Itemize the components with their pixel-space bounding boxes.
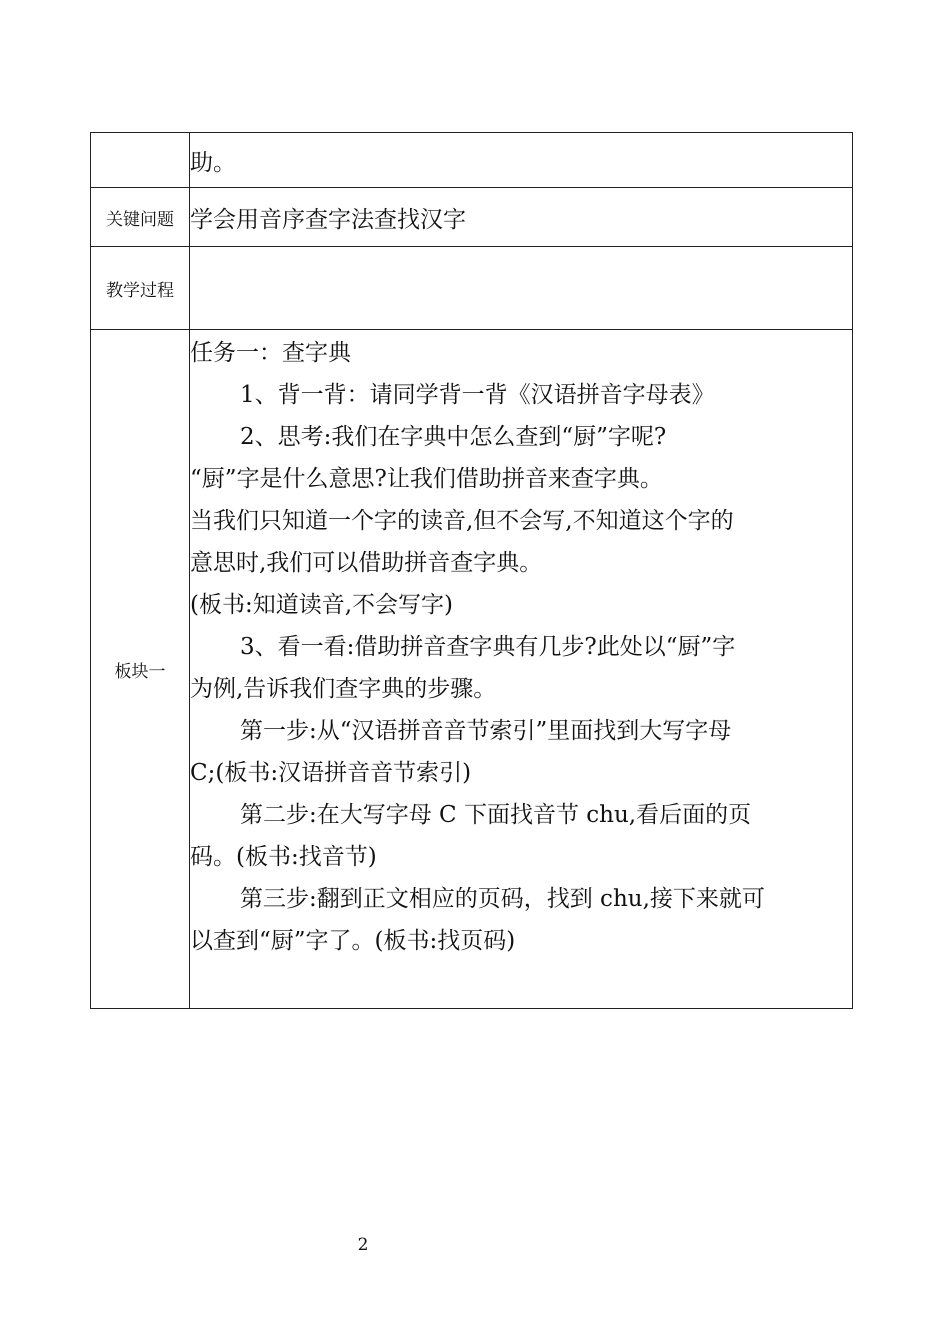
row-label (91, 133, 190, 188)
row-label-module-one: 板块一 (91, 330, 190, 1009)
table-row (91, 247, 853, 330)
row-content-teaching-process (190, 247, 853, 330)
table-row (91, 330, 853, 1009)
text-line: 意思时,我们可以借助拼音查字典。 (190, 550, 543, 576)
text-line: 第二步:在大写字母 C 下面找音节 chu,看后面的页 (240, 802, 752, 828)
table-row (91, 188, 853, 247)
text-line: 任务一：查字典 (190, 340, 351, 366)
text-line: 当我们只知道一个字的读音,但不会写,不知道这个字的 (190, 508, 734, 534)
text-line: 码。(板书:找音节) (190, 844, 377, 870)
text-line: 以查到“厨”字了。(板书:找页码) (190, 928, 516, 954)
text-line: 3、看一看:借助拼音查字典有几步?此处以“厨”字 (240, 634, 736, 660)
lesson-plan-table (90, 132, 853, 1009)
text-line: 为例,告诉我们查字典的步骤。 (190, 676, 497, 702)
row-label-key-question: 关键问题 (91, 188, 190, 247)
table-row (91, 133, 853, 188)
text-line: 第一步:从“汉语拼音音节索引”里面找到大写字母 (240, 718, 732, 744)
text-line: 1、背一背：请同学背一背《汉语拼音字母表》 (240, 382, 715, 408)
text-line: 2、思考:我们在字典中怎么查到“厨”字呢? (240, 424, 667, 450)
text-line: “厨”字是什么意思?让我们借助拼音来查字典。 (190, 466, 663, 492)
row-content-key-question: 学会用音序查字法查找汉字 (190, 188, 853, 247)
row-content-module-one (190, 330, 853, 1009)
text-line: C;(板书:汉语拼音音节索引) (190, 760, 472, 786)
row-label-teaching-process: 教学过程 (91, 247, 190, 330)
row-content: 助。 (190, 133, 853, 188)
text-line: 第三步:翻到正文相应的页码，找到 chu,接下来就可 (240, 886, 765, 912)
text-line: (板书:知道读音,不会写字) (190, 592, 454, 618)
page-number: 2 (357, 1235, 369, 1255)
